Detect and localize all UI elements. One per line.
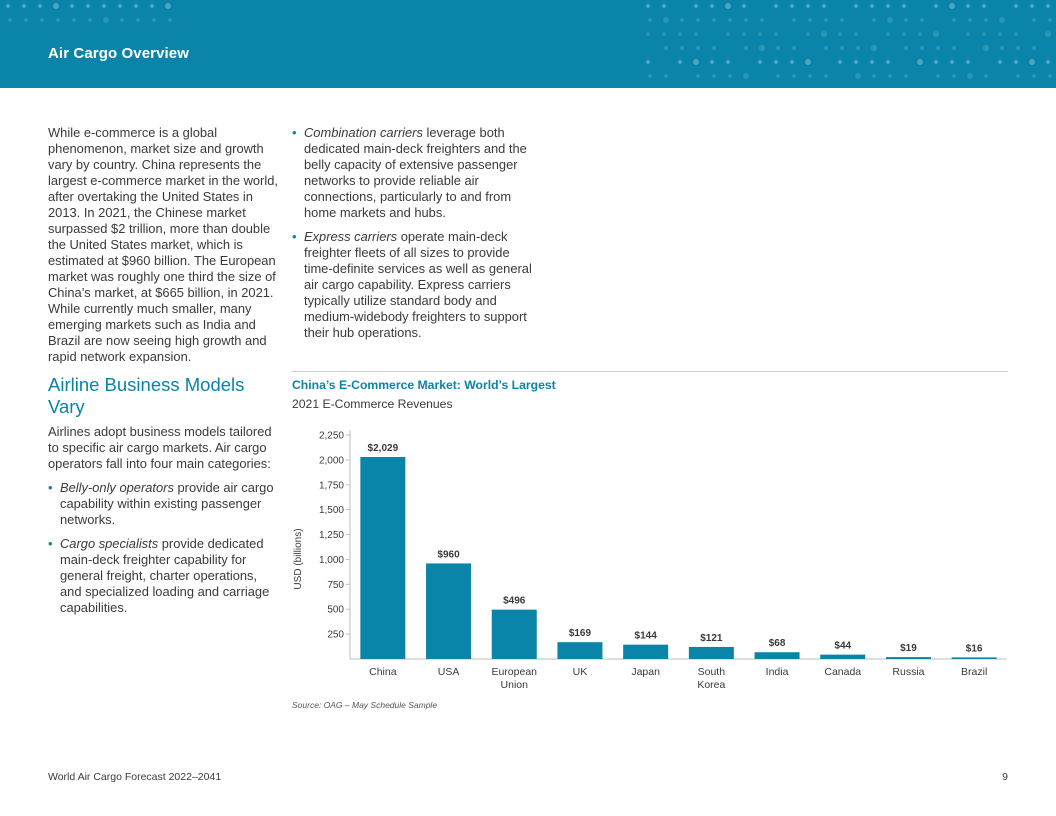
- x-category-label: Russia: [892, 666, 925, 678]
- header-dot: [678, 60, 682, 64]
- header-dot: [86, 4, 90, 8]
- header-dot: [902, 32, 906, 36]
- header-dot: [1032, 18, 1036, 22]
- y-tick-label: 2,250: [318, 430, 344, 442]
- header-dot: [774, 4, 778, 8]
- header-dot: [88, 18, 92, 22]
- y-tick-label: 1,250: [318, 530, 344, 542]
- chart-subtitle: 2021 E-Commerce Revenues: [292, 397, 453, 411]
- header-dot: [949, 3, 955, 9]
- header-dot: [886, 4, 890, 8]
- x-category-label: Union: [500, 679, 528, 691]
- header-dot: [805, 59, 811, 65]
- y-tick-label: 750: [327, 579, 344, 591]
- header-dot: [22, 4, 26, 8]
- header-dot: [24, 18, 28, 22]
- header-dot: [871, 45, 877, 51]
- header-dot: [646, 32, 650, 36]
- header-dot: [696, 46, 700, 50]
- header-dot: [1014, 4, 1018, 8]
- header-dot: [824, 74, 828, 78]
- bullet-express-carriers: [292, 229, 532, 341]
- header-dot: [1046, 4, 1050, 8]
- header-dot: [1030, 4, 1034, 8]
- header-dot: [774, 60, 778, 64]
- header-dot: [934, 4, 938, 8]
- business-model-list-left: [48, 480, 280, 624]
- bullet-dot-icon: •: [292, 229, 297, 244]
- header-dot: [887, 17, 893, 23]
- bar-value-label: $16: [965, 643, 983, 655]
- header-dot: [53, 3, 59, 9]
- bullet-text: provide air cargo capability within existing passenger networks.: [60, 480, 274, 527]
- header-dot: [165, 3, 171, 9]
- bar-value-label: $44: [834, 640, 852, 652]
- header-dot: [904, 46, 908, 50]
- bullet-belly-only: [48, 480, 280, 528]
- bullet-dot-icon: •: [48, 480, 53, 495]
- header-dot: [854, 32, 858, 36]
- header-dot: [824, 18, 828, 22]
- header-dot: [694, 4, 698, 8]
- header-dot: [648, 74, 652, 78]
- header-dot: [8, 18, 12, 22]
- header-dot: [662, 32, 666, 36]
- header-dot: [838, 32, 842, 36]
- chart-source-note: Source: OAG – May Schedule Sample: [292, 700, 438, 710]
- header-dot: [1016, 74, 1020, 78]
- footer-document-title: World Air Cargo Forecast 2022–2041: [48, 771, 222, 783]
- header-dot: [821, 31, 827, 37]
- header-dot: [662, 4, 666, 8]
- x-category-label: India: [765, 666, 789, 678]
- header-dot: [646, 4, 650, 8]
- header-dot: [40, 18, 44, 22]
- header-dot: [728, 74, 732, 78]
- bar: [623, 645, 668, 659]
- header-dot: [934, 60, 938, 64]
- bullet-combination-carriers: [292, 125, 532, 221]
- header-dot: [984, 74, 988, 78]
- header-dot: [120, 18, 124, 22]
- header-dot: [1032, 46, 1036, 50]
- chart-divider: [292, 371, 1008, 372]
- header-dot: [917, 59, 923, 65]
- x-category-label: Japan: [631, 666, 660, 678]
- header-dot: [983, 45, 989, 51]
- header-dot: [776, 74, 780, 78]
- y-tick-label: 1,750: [318, 480, 344, 492]
- header-dot: [840, 46, 844, 50]
- footer-page-number: 9: [1002, 771, 1008, 783]
- bar: [755, 652, 800, 659]
- header-dot: [744, 46, 748, 50]
- bar-value-label: $144: [634, 630, 657, 642]
- header-dot: [854, 4, 858, 8]
- header-dot: [118, 4, 122, 8]
- chart-title: China’s E-Commerce Market: World’s Largest: [292, 378, 556, 392]
- header-dot: [966, 32, 970, 36]
- header-dot: [872, 74, 876, 78]
- header-dot: [1045, 31, 1051, 37]
- header-dot: [728, 18, 732, 22]
- header-dot: [1048, 18, 1052, 22]
- bar: [557, 642, 602, 659]
- bullet-term: Belly-only operators: [60, 480, 174, 495]
- header-dot: [904, 74, 908, 78]
- business-model-list-right: [292, 125, 532, 349]
- y-tick-label: 250: [327, 629, 344, 641]
- header-dot: [712, 46, 716, 50]
- header-band: [0, 0, 1056, 88]
- x-category-label: USA: [437, 666, 460, 678]
- bullet-cargo-specialists: [48, 536, 280, 616]
- section-heading: Airline Business Models Vary: [48, 374, 245, 417]
- header-dot: [758, 32, 762, 36]
- header-dot: [694, 32, 698, 36]
- header-dot: [952, 46, 956, 50]
- header-dot: [1014, 32, 1018, 36]
- header-dot: [998, 60, 1002, 64]
- y-tick-label: 1,500: [318, 505, 344, 517]
- x-category-label: UK: [572, 666, 588, 678]
- header-dot: [886, 32, 890, 36]
- header-dot: [792, 46, 796, 50]
- header-dot: [150, 4, 154, 8]
- header-dot: [856, 46, 860, 50]
- header-dot: [806, 4, 810, 8]
- header-dot: [1046, 60, 1050, 64]
- header-dot: [936, 74, 940, 78]
- x-category-label: Brazil: [961, 666, 988, 678]
- bullet-dot-icon: •: [292, 125, 297, 140]
- header-dot: [870, 4, 874, 8]
- header-dot: [742, 32, 746, 36]
- header-dot: [838, 60, 842, 64]
- bar: [886, 657, 931, 659]
- header-dot: [1000, 46, 1004, 50]
- header-dot: [984, 18, 988, 22]
- header-dot: [806, 32, 810, 36]
- bar-value-label: $19: [900, 643, 917, 655]
- bullet-term: Express carriers: [304, 229, 398, 244]
- intro-paragraph: While e-commerce is a global phenomenon, market size and growth vary by country. China represents the largest e-commerce market in the world, after overtaking the United States in 2013. In 2021, the Chinese market surpassed $2 trillion, more than double the United States market, which is estimated at $960 billion. The European market was roughly one third the size of China’s market, at $665 billion, in 2021. While currently much smaller, many emerging markets such as India and Brazil are now seeing high growth and rapid network expansion.: [48, 125, 278, 364]
- page-title: Air Cargo Overview: [48, 45, 190, 62]
- header-dot: [136, 18, 140, 22]
- header-dot: [933, 31, 939, 37]
- header-dot: [792, 74, 796, 78]
- x-category-label: Canada: [824, 666, 862, 678]
- header-dot: [56, 18, 60, 22]
- header-dot-pattern: [0, 0, 1056, 88]
- header-dot: [967, 73, 973, 79]
- header-dot: [872, 18, 876, 22]
- header-dot: [134, 4, 138, 8]
- header-dot: [760, 18, 764, 22]
- header-dot: [1029, 59, 1035, 65]
- bar: [820, 655, 865, 659]
- header-dot: [1048, 74, 1052, 78]
- header-dot: [855, 73, 861, 79]
- header-dot: [646, 60, 650, 64]
- header-dot: [774, 32, 778, 36]
- header-dot: [696, 18, 700, 22]
- header-dot: [72, 18, 76, 22]
- header-dot: [790, 60, 794, 64]
- x-category-label: South: [697, 666, 726, 678]
- header-dot: [824, 46, 828, 50]
- x-category-label: Korea: [697, 679, 726, 691]
- bullet-text: operate main-deck freighter fleets of all sizes to provide time-definite services as well as general air cargo capability. Express carriers typically utilize standard body and medium-widebody freighters to support their hub operations.: [304, 229, 532, 340]
- header-dot: [920, 46, 924, 50]
- header-dot: [759, 45, 765, 51]
- header-dot: [152, 18, 156, 22]
- header-dot: [38, 4, 42, 8]
- header-dot: [999, 17, 1005, 23]
- business-models-paragraph: Airlines adopt business models tailored to specific air cargo markets. Air cargo operators fall into four main categories:: [48, 424, 272, 471]
- header-dot: [936, 46, 940, 50]
- bullet-dot-icon: •: [48, 536, 53, 551]
- header-dot: [968, 18, 972, 22]
- header-dot: [1016, 46, 1020, 50]
- y-axis-label: USD (billions): [293, 528, 304, 590]
- header-dot: [998, 32, 1002, 36]
- header-dot: [648, 18, 652, 22]
- header-dot: [726, 60, 730, 64]
- header-dot: [678, 32, 682, 36]
- header-dot: [840, 18, 844, 22]
- header-dot: [966, 60, 970, 64]
- header-dot: [70, 4, 74, 8]
- bar-value-label: $169: [568, 628, 592, 640]
- bullet-text: leverage both dedicated main-deck freighters and the belly capacity of extensive passenger networks to provide reliable air connections, particularly to and from home markets and hubs.: [304, 125, 527, 220]
- header-dot: [870, 60, 874, 64]
- header-dot: [696, 74, 700, 78]
- bar-value-label: $68: [768, 638, 786, 650]
- header-dot: [102, 4, 106, 8]
- bar: [952, 657, 997, 659]
- header-dot: [168, 18, 172, 22]
- bar: [689, 647, 734, 659]
- bar-value-label: $121: [700, 632, 723, 644]
- header-dot: [742, 4, 746, 8]
- header-dot: [952, 74, 956, 78]
- header-dot: [920, 18, 924, 22]
- header-dot: [808, 74, 812, 78]
- header-dot: [710, 60, 714, 64]
- header-dot: [902, 4, 906, 8]
- header-dot: [952, 18, 956, 22]
- header-dot: [776, 46, 780, 50]
- header-dot: [822, 4, 826, 8]
- bar-value-label: $960: [437, 549, 460, 561]
- header-dot: [663, 17, 669, 23]
- header-dot: [680, 46, 684, 50]
- bullet-term: Cargo specialists: [60, 536, 159, 551]
- bar: [426, 563, 471, 659]
- header-dot: [725, 3, 731, 9]
- y-tick-label: 2,000: [318, 455, 344, 467]
- header-dot: [886, 60, 890, 64]
- header-dot: [6, 4, 10, 8]
- header-dot: [758, 60, 762, 64]
- header-dot: [712, 74, 716, 78]
- header-dot: [918, 32, 922, 36]
- header-dot: [966, 4, 970, 8]
- header-dot: [982, 4, 986, 8]
- bar-value-label: $2,029: [367, 443, 399, 455]
- header-dot: [790, 4, 794, 8]
- header-dot: [103, 17, 109, 23]
- header-dot: [712, 18, 716, 22]
- header-dot: [950, 60, 954, 64]
- x-category-label: China: [369, 666, 397, 678]
- bar: [492, 610, 537, 659]
- header-dot: [904, 18, 908, 22]
- header-dot: [808, 18, 812, 22]
- y-tick-label: 500: [327, 604, 344, 616]
- header-dot: [1032, 74, 1036, 78]
- header-dot: [726, 32, 730, 36]
- header-dot: [743, 73, 749, 79]
- header-dot: [792, 18, 796, 22]
- header-dot: [854, 60, 858, 64]
- x-category-label: European: [491, 666, 538, 678]
- header-dot: [744, 18, 748, 22]
- header-dot: [664, 74, 668, 78]
- header-dot: [693, 59, 699, 65]
- bullet-text: provide dedicated main-deck freighter capability for general freight, charter operations, and specialized loading and carriage capabilities.: [60, 536, 270, 615]
- header-dot: [982, 32, 986, 36]
- bar: [360, 457, 405, 659]
- y-tick-label: 1,000: [318, 554, 344, 566]
- bullet-term: Combination carriers: [304, 125, 423, 140]
- header-dot: [680, 18, 684, 22]
- bar-value-label: $496: [503, 595, 526, 607]
- header-dot: [1014, 60, 1018, 64]
- header-dot: [664, 46, 668, 50]
- bar-chart: [285, 420, 1015, 700]
- header-dot: [710, 4, 714, 8]
- header-dot: [888, 74, 892, 78]
